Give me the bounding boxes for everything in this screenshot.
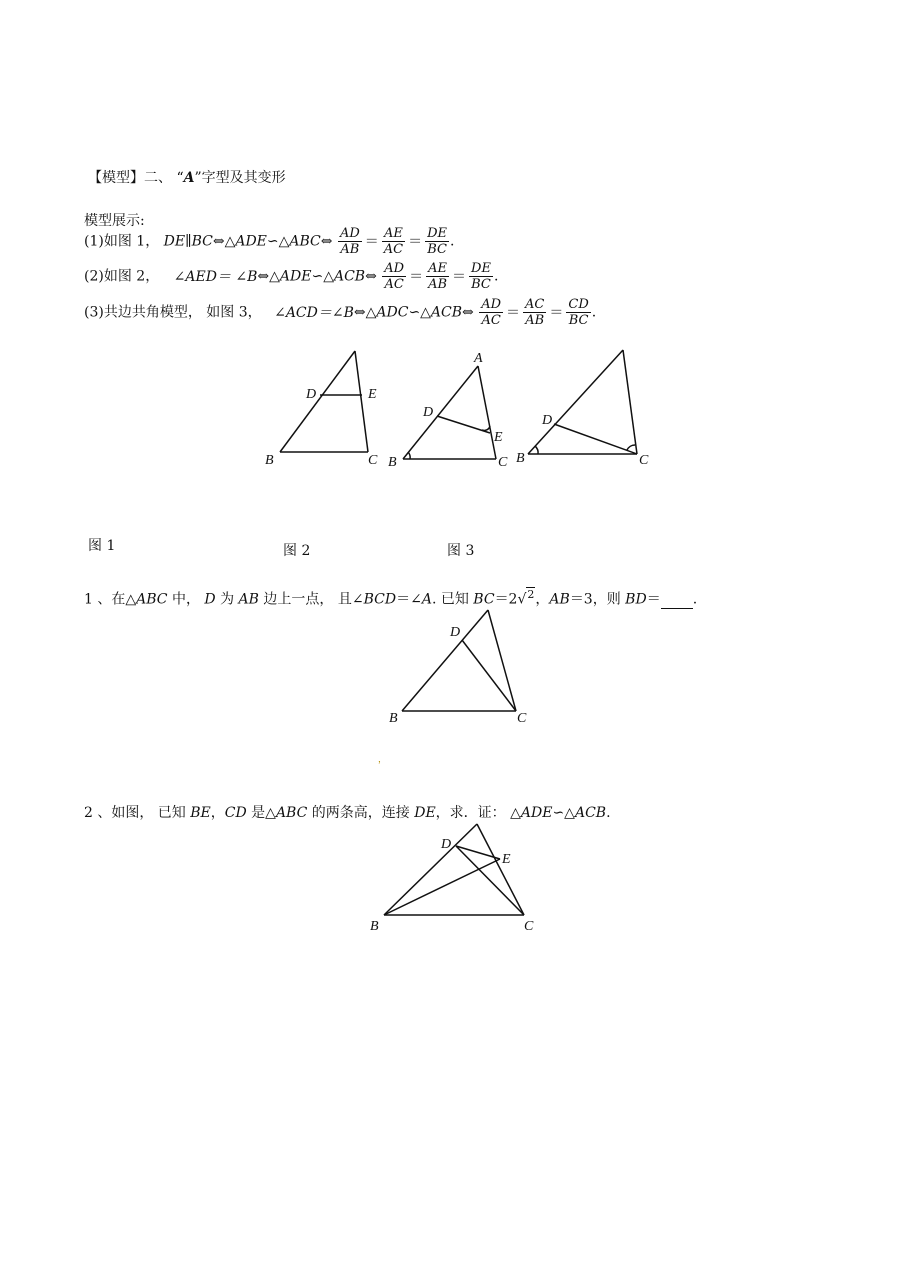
fig3-line-ab (528, 350, 623, 454)
fig2-label-c: C (498, 455, 508, 470)
item2-prefix: (2)如图 2， (84, 268, 160, 285)
model-item-2: (2)如图 2， ∠AED＝ ∠B⇔△ADE∽△ACB⇔ $\frac{AD}{AC}$ ＝ $\frac{AE}{AB}$ ＝ $\frac{DE}{BC}$ . (84, 261, 499, 292)
fig1-label-d: D (306, 387, 317, 402)
fig3-line-ac (623, 350, 637, 454)
p1-label-d: D (450, 625, 461, 640)
fig1-line-ac (355, 351, 368, 452)
p1-line-ab (402, 610, 488, 711)
fig2-angle-b-arc (408, 452, 410, 459)
p2-label-c: C (524, 919, 534, 934)
fig3-angle-b-arc (535, 446, 538, 454)
item2-fraction-1: $\frac{AD}{AC}$ (384, 261, 405, 292)
p2-label-d: D (441, 837, 452, 852)
fig3-caption: 图 3 (447, 543, 475, 559)
item3-fraction-3: $\frac{CD}{BC}$ (568, 297, 589, 328)
item3-iff: ⇔ (353, 304, 366, 321)
heading-quote-open: “ (176, 170, 184, 186)
fig3-line-dc (554, 424, 637, 454)
fig3-label-b: B (516, 451, 525, 466)
fig2-label-d: D (423, 405, 434, 420)
p2-line-be (384, 859, 500, 915)
item3-condition: ∠ACD＝∠B (274, 304, 354, 321)
fig1-line-ab (280, 351, 355, 452)
item1-fraction-1: $\frac{AD}{AB}$ (339, 226, 360, 257)
item1-iff: ⇔ (212, 233, 225, 250)
fig2-line-ac (478, 366, 496, 459)
p1-line-dc (462, 640, 516, 711)
p2-line-cd (456, 846, 524, 915)
answer-blank[interactable] (661, 594, 693, 609)
fig3-angle-c-arc (627, 445, 635, 450)
item1-end: . (450, 233, 455, 250)
heading-letter: A (183, 170, 195, 186)
model-item-3: (3)共边共角模型， 如图 3， ∠ACD＝∠B⇔△ADC∽△ACB⇔ $\frac{AD}{AC}$ ＝ $\frac{AC}{AB}$ ＝ $\frac{CD}{BC}$ . (84, 297, 597, 328)
stray-mark: ， (378, 755, 388, 765)
p2-line-ac (477, 824, 524, 915)
fig2-label-a: A (474, 351, 483, 366)
item1-similar: △ADE∽△ABC (224, 233, 321, 250)
item3-prefix: (3)共边共角模型， 如图 3， (84, 304, 262, 321)
item2-similar: △ADE∽△ACB (269, 268, 366, 285)
heading-quote-close: ” (194, 170, 202, 186)
fig2-angle-e-arc (482, 426, 490, 430)
item3-end: . (591, 304, 597, 321)
fig3-label-c: C (639, 453, 649, 468)
fig2-line-ab (403, 366, 478, 459)
p1-label-c: C (517, 711, 527, 726)
item3-iff2: ⇔ (462, 304, 474, 321)
fig1-caption: 图 1 (88, 538, 116, 554)
fig3-label-d: D (542, 413, 553, 428)
section-heading (88, 167, 286, 187)
item1-fraction-3: $\frac{DE}{BC}$ (427, 226, 448, 257)
fig1-label-b: B (265, 453, 274, 468)
item2-fraction-2: $\frac{AE}{AB}$ (428, 261, 448, 292)
item3-fraction-1: $\frac{AD}{AC}$ (481, 297, 502, 328)
model-item-1: (1)如图 1， DE∥BC⇔△ADE∽△ABC⇔ $\frac{AD}{AB}$ ＝ $\frac{AE}{AC}$ ＝ $\frac{DE}{BC}$ . (84, 226, 455, 257)
item1-iff2: ⇔ (320, 233, 333, 250)
fig2-caption: 图 2 (283, 543, 311, 559)
p2-label-b: B (370, 919, 379, 934)
fig2-label-e: E (494, 430, 503, 445)
fig1-label-e: E (368, 387, 377, 402)
fig2-label-b: B (388, 455, 397, 470)
p1-line-ac (488, 610, 516, 711)
item1-prefix: (1)如图 1， (84, 233, 160, 250)
fig1-label-c: C (368, 453, 378, 468)
p2-line-de (456, 846, 500, 859)
item1-condition: DE∥BC (163, 233, 213, 250)
problem-2-text: 2 、如图， 已知 BE，CD 是△ABC 的两条高，连接 DE，求．证： △ADE∽△ACB. (84, 805, 611, 821)
intro-text: 模型展示: (84, 213, 145, 229)
item2-iff2: ⇔ (365, 268, 377, 285)
item2-fraction-3: $\frac{DE}{BC}$ (471, 261, 491, 292)
fig2-line-de (437, 416, 490, 433)
heading-bracket: 【模型】二、 (88, 170, 172, 186)
item3-fraction-2: $\frac{AC}{AB}$ (525, 297, 545, 328)
p1-label-b: B (389, 711, 398, 726)
p2-line-ab (384, 824, 477, 915)
item3-similar: △ADC∽△ACB (365, 304, 463, 321)
item1-fraction-2: $\frac{AE}{AC}$ (383, 226, 404, 257)
problem-1-text: 1 、在△ABC 中， D 为 AB 边上一点， 且∠BCD＝∠A. 已知 BC＝2√$^2$，AB＝3，则 BD＝ . (84, 588, 698, 608)
sqrt-symbol: √$^2$ (517, 588, 535, 608)
p2-label-e: E (502, 852, 511, 867)
heading-rest: 字型及其变形 (201, 170, 286, 186)
item2-condition: ∠AED＝ ∠B (173, 268, 258, 285)
item2-end: . (493, 268, 499, 285)
item2-iff: ⇔ (257, 268, 270, 285)
